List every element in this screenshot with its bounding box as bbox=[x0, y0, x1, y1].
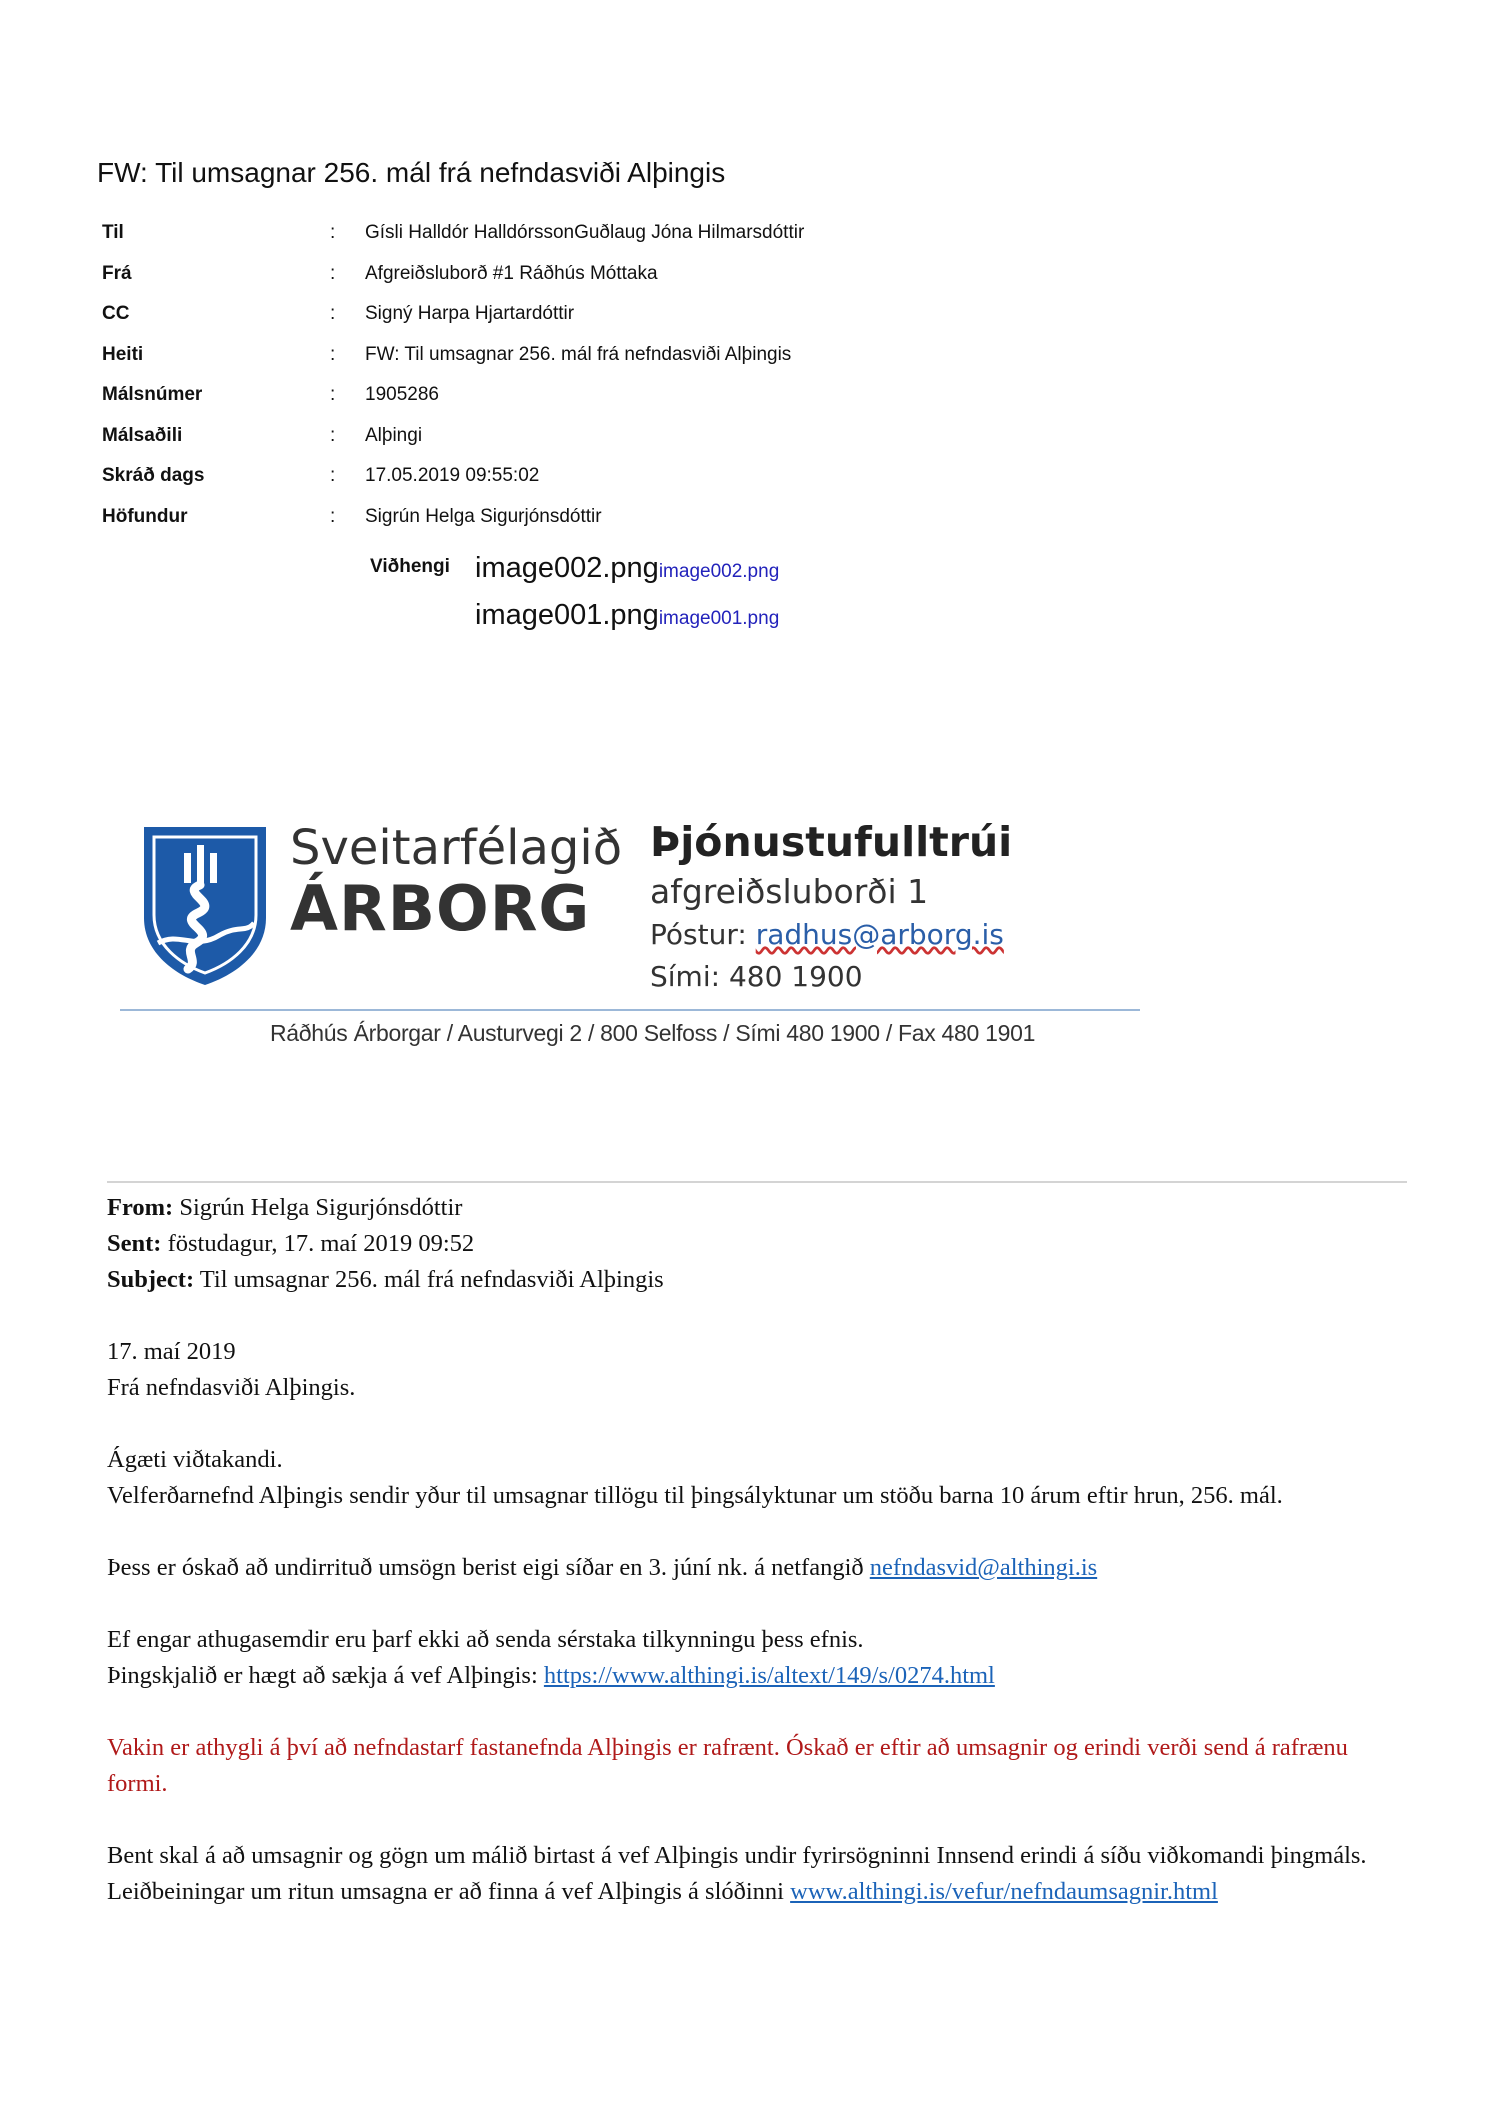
email-paragraph bbox=[107, 1550, 1407, 1586]
attachment-link[interactable]: image001.png bbox=[658, 608, 780, 629]
from-value: Sigrún Helga Sigurjónsdóttir bbox=[173, 1194, 463, 1221]
email-greeting: Ágæti viðtakandi. bbox=[107, 1446, 283, 1473]
brand-line-2: ÁRBORG bbox=[290, 872, 591, 945]
meta-value: Gísli Halldór HalldórssonGuðlaug Jóna Hilmarsdóttir bbox=[365, 222, 805, 243]
meta-value: 17.05.2019 09:55:02 bbox=[365, 465, 540, 486]
meta-label: Heiti bbox=[102, 343, 144, 365]
email-paragraph: Velferðarnefnd Alþingis sendir yður til umsagnar tillögu til þingsályktunar um stöðu barna 10 árum eftir hrun, 256. mál. bbox=[107, 1482, 1283, 1509]
meta-label: Höfundur bbox=[102, 505, 188, 527]
attachment-name: image002.png bbox=[475, 552, 659, 584]
meta-colon: : bbox=[330, 303, 336, 324]
from-label: From: bbox=[107, 1194, 174, 1221]
attachment-item bbox=[475, 599, 779, 646]
meta-colon: : bbox=[330, 343, 336, 365]
signature-desk: afgreiðsluborði 1 bbox=[650, 872, 929, 911]
signature-mail bbox=[650, 918, 1004, 951]
signature-divider bbox=[120, 1009, 1140, 1011]
email-from bbox=[107, 1190, 1407, 1226]
message-divider bbox=[107, 1181, 1407, 1183]
arborg-shield-logo bbox=[140, 823, 270, 988]
meta-value: Afgreiðsluborð #1 Ráðhús Móttaka bbox=[365, 262, 658, 284]
attachment-item bbox=[475, 552, 779, 599]
signature-mail-link[interactable]: radhus@arborg.is bbox=[755, 918, 1004, 951]
meta-label: CC bbox=[102, 303, 130, 324]
sent-label: Sent: bbox=[107, 1230, 162, 1257]
meta-row-case-number bbox=[102, 384, 1002, 425]
meta-colon: : bbox=[330, 505, 336, 527]
email-sent bbox=[107, 1226, 1407, 1262]
guidelines-link[interactable]: www.althingi.is/vefur/nefndaumsagnir.html bbox=[790, 1878, 1218, 1905]
paragraph-text: Þess er óskað að undirrituð umsögn berist eigi síðar en 3. júní nk. á netfangið bbox=[107, 1554, 870, 1581]
document-link[interactable]: https://www.althingi.is/altext/149/s/0274.html bbox=[543, 1662, 995, 1689]
meta-value: Signý Harpa Hjartardóttir bbox=[365, 303, 575, 324]
email-paragraph: Ef engar athugasemdir eru þarf ekki að senda sérstaka tilkynningu þess efnis. bbox=[107, 1626, 864, 1653]
meta-colon: : bbox=[330, 465, 336, 486]
meta-label: Til bbox=[102, 222, 124, 243]
meta-row-registered-date bbox=[102, 465, 1002, 506]
meta-value: Alþingi bbox=[365, 424, 423, 446]
email-signature bbox=[110, 800, 1150, 1060]
metadata-table bbox=[102, 222, 1002, 546]
signature-footer: Ráðhús Árborgar / Austurvegi 2 / 800 Selfoss / Sími 480 1900 / Fax 480 1901 bbox=[270, 1020, 1036, 1046]
attachment-list bbox=[475, 552, 779, 646]
email-paragraph bbox=[107, 1658, 1407, 1694]
signature-phone: Sími: 480 1900 bbox=[650, 960, 863, 993]
meta-row-to bbox=[102, 222, 1002, 263]
meta-value: FW: Til umsagnar 256. mál frá nefndasviði Alþingis bbox=[365, 343, 792, 365]
meta-value: 1905286 bbox=[365, 384, 439, 405]
attachments-label: Viðhengi bbox=[370, 556, 450, 577]
email-paragraph: Bent skal á að umsagnir og gögn um málið birtast á vef Alþingis undir fyrirsögninni Innsend erindi á síðu viðkomandi þingmáls. bbox=[107, 1842, 1367, 1869]
email-paragraph bbox=[107, 1874, 1407, 1910]
meta-colon: : bbox=[330, 222, 336, 243]
meta-label: Málsaðili bbox=[102, 424, 183, 446]
signature-role: Þjónustufulltrúi bbox=[650, 818, 1013, 866]
meta-colon: : bbox=[330, 384, 336, 405]
paragraph-text: Leiðbeiningar um ritun umsagna er að finna á vef Alþingis á slóðinni bbox=[107, 1878, 791, 1905]
meta-row-party bbox=[102, 425, 1002, 466]
email-address-link[interactable]: nefndasvid@althingi.is bbox=[869, 1554, 1098, 1581]
attachment-link[interactable]: image002.png bbox=[658, 561, 780, 582]
meta-row-from bbox=[102, 263, 1002, 304]
email-date: 17. maí 2019 bbox=[107, 1338, 236, 1365]
meta-row-subject bbox=[102, 344, 1002, 385]
meta-row-cc bbox=[102, 303, 1002, 344]
paragraph-text: Þingskjalið er hægt að sækja á vef Alþingis: bbox=[107, 1662, 544, 1689]
sent-value: föstudagur, 17. maí 2019 09:52 bbox=[161, 1230, 475, 1257]
meta-label: Málsnúmer bbox=[102, 384, 203, 405]
meta-label: Skráð dags bbox=[102, 465, 205, 486]
email-origin: Frá nefndasviði Alþingis. bbox=[107, 1374, 356, 1401]
meta-row-author bbox=[102, 506, 1002, 547]
signature-mail-label: Póstur: bbox=[650, 918, 747, 951]
email-notice: Vakin er athygli á því að nefndastarf fastanefnda Alþingis er rafrænt. Óskað er eftir að umsagnir og erindi verði send á rafrænu formi. bbox=[107, 1734, 1348, 1797]
email-subject bbox=[107, 1262, 1407, 1298]
meta-colon: : bbox=[330, 424, 336, 446]
subject-label: Subject: bbox=[107, 1266, 195, 1293]
meta-value: Sigrún Helga Sigurjónsdóttir bbox=[365, 505, 602, 527]
meta-colon: : bbox=[330, 262, 336, 284]
document-title: FW: Til umsagnar 256. mál frá nefndasviði Alþingis bbox=[97, 157, 726, 188]
meta-label: Frá bbox=[102, 262, 132, 284]
email-body bbox=[107, 1190, 1407, 1910]
subject-value: Til umsagnar 256. mál frá nefndasviði Alþingis bbox=[194, 1266, 664, 1293]
brand-line-1: Sveitarfélagið bbox=[290, 820, 623, 876]
attachment-name: image001.png bbox=[475, 599, 659, 631]
